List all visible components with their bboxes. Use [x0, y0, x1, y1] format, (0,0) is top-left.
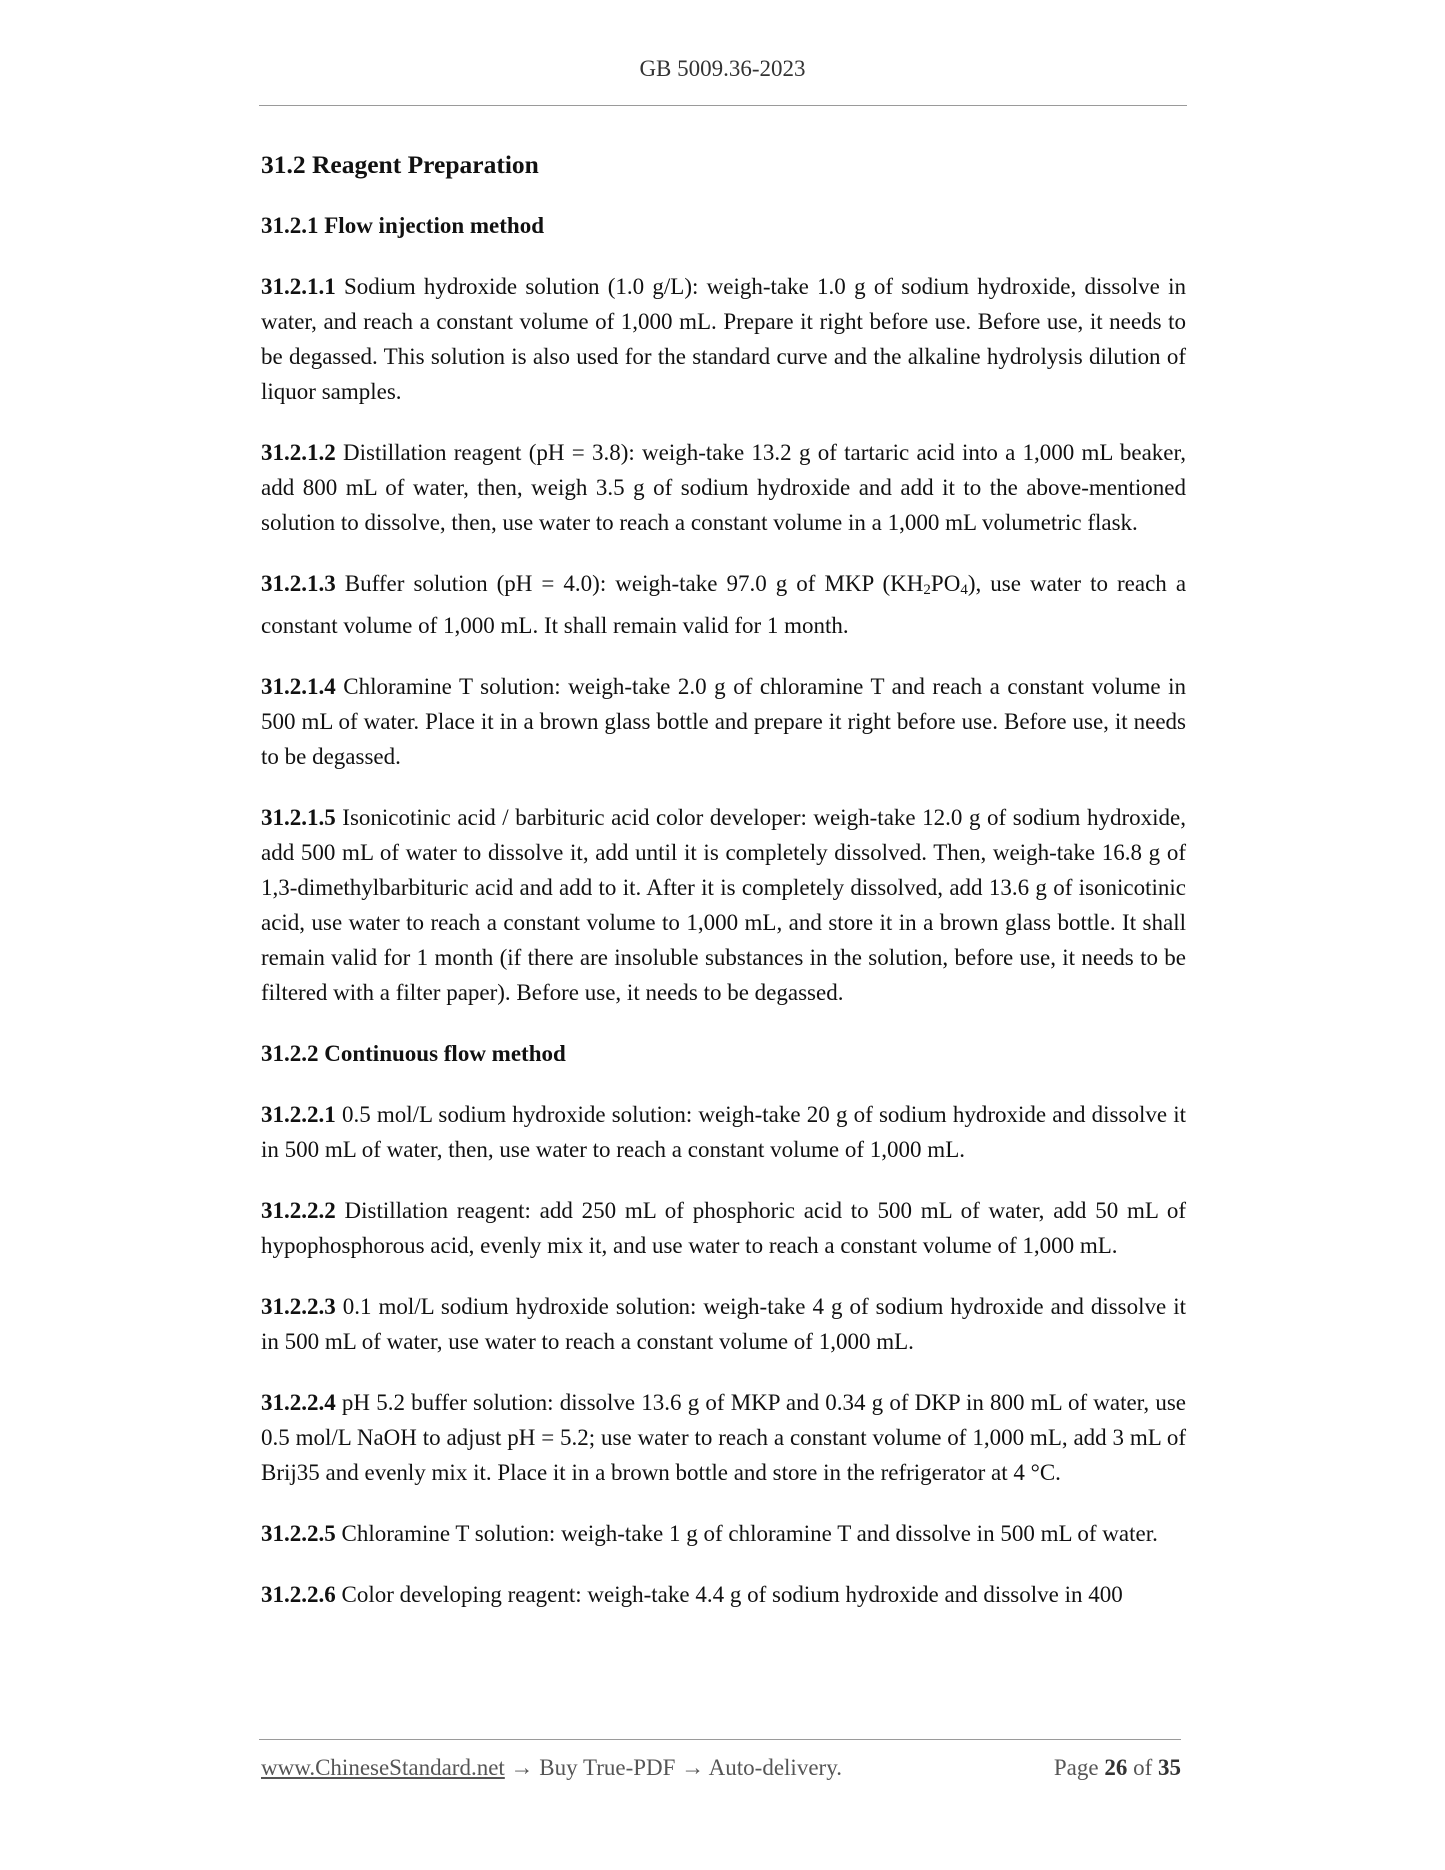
- of-label: of: [1133, 1755, 1153, 1780]
- clause-text: PO: [930, 571, 961, 596]
- paragraph-31-2-2-1: [261, 1097, 1186, 1167]
- clause-number: 31.2.1.2: [261, 440, 336, 465]
- paragraph-31-2-1-1: [261, 269, 1186, 409]
- subscript: 2: [923, 582, 931, 598]
- clause-text: Isonicotinic acid / barbituric acid color developer: weigh-take 12.0 g of sodium hydroxide, add 500 mL of water to dissolve it, add until it is completely dissolved. Then, weigh-take 16.8 g of 1,3-dimethylbarbituric acid and add to it. After it is completely dissolved, add 13.6 g of isonicotinic acid, use water to reach a constant volume to 1,000 mL, and store it in a brown glass bottle. It shall remain valid for 1 month (if there are insoluble substances in the solution, before use, it needs to be filtered with a filter paper). Before use, it needs to be degassed.: [261, 805, 1186, 1005]
- clause-number: 31.2.2.6: [261, 1582, 336, 1607]
- clause-text: Distillation reagent: add 250 mL of phosphoric acid to 500 mL of water, add 50 mL of hypophosphorous acid, evenly mix it, and use water to reach a constant volume of 1,000 mL.: [261, 1198, 1187, 1258]
- paragraph-31-2-1-5: [261, 800, 1186, 1010]
- paragraph-31-2-1-4: [261, 669, 1186, 774]
- clause-text: 0.5 mol/L sodium hydroxide solution: weigh-take 20 g of sodium hydroxide and dissolve it in 500 mL of water, then, use water to reach a constant volume of 1,000 mL.: [261, 1102, 1187, 1162]
- clause-text: Sodium hydroxide solution (1.0 g/L): weigh-take 1.0 g of sodium hydroxide, dissolve in water, and reach a constant volume of 1,000 mL. Prepare it right before use. Before use, it needs to be degassed. This solution is also used for the standard curve and the alkaline hydrolysis dilution of liquor samples.: [261, 274, 1187, 404]
- subsection-heading-flow-injection: 31.2.1 Flow injection method: [261, 213, 545, 238]
- clause-text: Distillation reagent (pH = 3.8): weigh-take 13.2 g of tartaric acid into a 1,000 mL beaker, add 800 mL of water, then, weigh 3.5 g of sodium hydroxide and add it to the above-mentioned solution to dissolve, then, use water to reach a constant volume in a 1,000 mL volumetric flask.: [261, 440, 1186, 535]
- section-heading-reagent-preparation: 31.2 Reagent Preparation: [261, 150, 539, 179]
- clause-text: 0.1 mol/L sodium hydroxide solution: weigh-take 4 g of sodium hydroxide and dissolve it in 500 mL of water, use water to reach a constant volume of 1,000 mL.: [261, 1294, 1186, 1354]
- current-page: 26: [1104, 1755, 1128, 1780]
- clause-number: 31.2.1.4: [261, 674, 336, 699]
- total-pages: 35: [1158, 1755, 1181, 1780]
- website-link[interactable]: www.ChineseStandard.net: [261, 1755, 505, 1780]
- clause-number: 31.2.1.3: [261, 571, 336, 596]
- clause-number: 31.2.1.1: [261, 274, 336, 299]
- clause-number: 31.2.2.2: [261, 1198, 336, 1223]
- paragraph-31-2-2-6: [261, 1577, 1186, 1612]
- clause-text: ), use water to reach a constant volume of 1,000 mL. It shall remain valid for 1 month.: [261, 571, 1187, 638]
- page-number: [1054, 1755, 1181, 1781]
- auto-delivery-text: Auto-delivery.: [708, 1755, 842, 1780]
- clause-text: Chloramine T solution: weigh-take 2.0 g of chloramine T and reach a constant volume in 500 mL of water. Place it in a brown glass bottle and prepare it right before use. Before use, it needs to be degassed.: [261, 674, 1186, 769]
- subscript: 4: [960, 582, 968, 598]
- clause-number: 31.2.1.5: [261, 805, 336, 830]
- clause-text: pH 5.2 buffer solution: dissolve 13.6 g of MKP and 0.34 g of DKP in 800 mL of water, use 0.5 mol/L NaOH to adjust pH = 5.2; use water to reach a constant volume of 1,000 mL, add 3 mL of Brij35 and evenly mix it. Place it in a brown bottle and store in the refrigerator at 4 °C.: [261, 1390, 1186, 1485]
- page-label: Page: [1053, 1755, 1099, 1780]
- subsection-heading-continuous-flow: 31.2.2 Continuous flow method: [261, 1041, 566, 1066]
- clause-text: Chloramine T solution: weigh-take 1 g of chloramine T and dissolve in 500 mL of water.: [341, 1521, 1158, 1546]
- paragraph-31-2-1-3: [261, 566, 1186, 643]
- clause-number: 31.2.2.4: [261, 1390, 336, 1415]
- clause-text: Buffer solution (pH = 4.0): weigh-take 97.0 g of MKP (KH: [344, 571, 924, 596]
- page-content: [261, 146, 1186, 1638]
- clause-number: 31.2.2.5: [261, 1521, 336, 1546]
- paragraph-31-2-2-5: [261, 1516, 1186, 1551]
- paragraph-31-2-2-4: [261, 1385, 1186, 1490]
- clause-number: 31.2.2.1: [261, 1102, 336, 1127]
- paragraph-31-2-2-3: [261, 1289, 1186, 1359]
- paragraph-31-2-1-2: [261, 435, 1186, 540]
- header-divider: [259, 105, 1187, 106]
- paragraph-31-2-2-2: [261, 1193, 1186, 1263]
- footer-divider: [259, 1739, 1181, 1740]
- arrow-right-icon: →: [681, 1755, 705, 1780]
- clause-text: Color developing reagent: weigh-take 4.4 g of sodium hydroxide and dissolve in 400: [341, 1582, 1123, 1607]
- buy-pdf-text: Buy True-PDF: [539, 1755, 676, 1780]
- arrow-right-icon: →: [510, 1755, 534, 1780]
- page-footer: [261, 1755, 1181, 1781]
- clause-number: 31.2.2.3: [261, 1294, 336, 1319]
- page-header: GB 5009.36-2023: [639, 56, 806, 81]
